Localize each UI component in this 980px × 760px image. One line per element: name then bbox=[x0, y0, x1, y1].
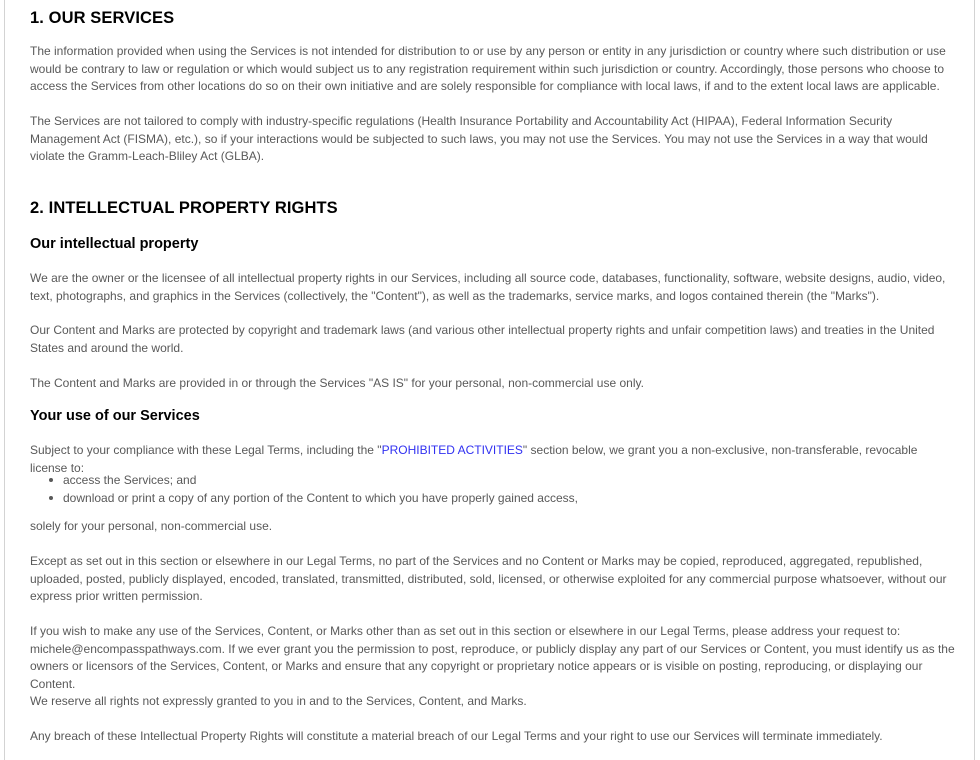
services-distribution-paragraph: The information provided when using the Services is not intended for distribution to or use by any person or entity in any jurisdiction or country where such distribution or use would be contrary to law or regulation or which would subject us to any registration requirement within such jurisdiction or country. Accordingly, those persons who choose to access the Services from other locations do so on their own initiative and are solely responsible for compliance with local laws, if and to the extent local laws are applicable. bbox=[30, 44, 946, 93]
ip-ownership-paragraph: We are the owner or the licensee of all intellectual property rights in our Services, including all source code, databases, functionality, software, website designs, audio, video, text, photographs, and graphics in the Services (collectively, the "Content"), as well as the trademarks, service marks, and logos contained therein (the "Marks"). bbox=[30, 271, 946, 303]
subheading-our-intellectual-property: Our intellectual property bbox=[30, 236, 199, 252]
breach-paragraph: Any breach of these Intellectual Property Rights will constitute a material breach of our Legal Terms and your right to use our Services will terminate immediately. bbox=[30, 729, 883, 743]
subheading-your-use-of-services: Your use of our Services bbox=[30, 408, 200, 424]
section-heading-intellectual-property: 2. INTELLECTUAL PROPERTY RIGHTS bbox=[30, 199, 338, 217]
ip-as-is-paragraph: The Content and Marks are provided in or through the Services "AS IS" for your personal, non-commercial use only. bbox=[30, 376, 644, 390]
license-intro-before: Subject to your compliance with these Legal Terms, including the " bbox=[30, 443, 382, 457]
license-scope-text: solely for your personal, non-commercial use. bbox=[30, 519, 273, 533]
license-bullet-list bbox=[30, 471, 980, 507]
ip-protection-paragraph: Our Content and Marks are protected by copyright and trademark laws (and various other intellectual property rights and unfair competition laws) and treaties in the United States and around the world. bbox=[30, 323, 935, 355]
list-item: download or print a copy of any portion of the Content to which you have properly gained access, bbox=[63, 489, 980, 507]
permission-request-paragraph: If you wish to make any use of the Services, Content, or Marks other than as set out in this section or elsewhere in our Legal Terms, please address your request to: michele@encompasspathways.com. If we ever grant you the permission to post, reproduce, or publicly display any part of our Services or Content, you must identify us as the owners or licensors of the Services, Content, or Marks and ensure that any copyright or proprietary notice appears or is visible on posting, reproducing, or displaying our Content. bbox=[30, 624, 955, 691]
prohibited-activities-link[interactable]: PROHIBITED ACTIVITIES bbox=[381, 443, 523, 457]
section-heading-our-services: 1. OUR SERVICES bbox=[30, 9, 175, 27]
services-regulations-paragraph: The Services are not tailored to comply with industry-specific regulations (Health Insurance Portability and Accountability Act (HIPAA), Federal Information Security Management Act (FISMA), etc.), so if your interactions would be subjected to such laws, you may not use the Services. You may not use the Services in a way that would violate the Gramm-Leach-Bliley Act (GLBA). bbox=[30, 114, 928, 163]
restrictions-paragraph: Except as set out in this section or elsewhere in our Legal Terms, no part of the Services and no Content or Marks may be copied, reproduced, aggregated, republished, uploaded, posted, publicly displayed, encoded, translated, transmitted, distributed, sold, licensed, or otherwise exploited for any commercial purpose whatsoever, without our express prior written permission. bbox=[30, 554, 947, 603]
reserved-rights-paragraph: We reserve all rights not expressly granted to you in and to the Services, Content, and Marks. bbox=[30, 694, 527, 708]
license-intro-after: " section below, we grant you a non-exclusive, non-transferable, revocable license to: bbox=[30, 443, 918, 475]
list-item: access the Services; and bbox=[63, 471, 980, 489]
